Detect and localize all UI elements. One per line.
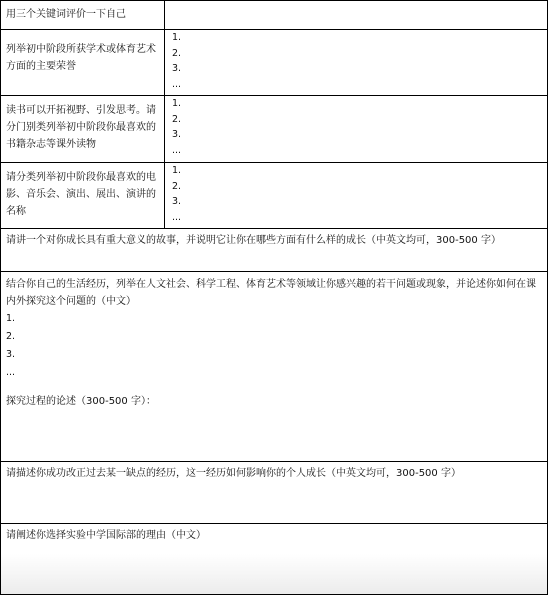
- events-label: 请分类列举初中阶段你最喜欢的电影、音乐会、演出、展出、演讲的名称: [1, 163, 165, 228]
- row-keywords: [1, 1, 547, 30]
- inquiry-item: ...: [6, 367, 16, 378]
- row-inquiry: [1, 272, 547, 462]
- inquiry-item: 3.: [6, 349, 16, 360]
- row-events: [1, 163, 547, 229]
- row-reason: [1, 524, 547, 596]
- keywords-label: 用三个关键词评价一下自己: [1, 1, 165, 29]
- books-answer-field[interactable]: [166, 96, 547, 162]
- books-item: 1.: [172, 98, 182, 109]
- reason-answer-field[interactable]: [1, 524, 547, 547]
- honors-item: 2.: [172, 47, 182, 59]
- row-weakness: [1, 462, 547, 524]
- books-label: 读书可以开拓视野、引发思考。请分门别类列举初中阶段你最喜欢的书籍杂志等课外读物: [1, 96, 165, 162]
- inquiry-prompt: 结合你自己的生活经历，列举在人文社会、科学工程、体育艺术等领域让你感兴趣的若干问题或现象，并论述你如何在课内外探究这个问题的（中文）: [6, 279, 536, 307]
- honors-item: ...: [172, 78, 182, 90]
- honors-item: 1.: [172, 32, 182, 43]
- weakness-prompt: 请描述你成功改正过去某一缺点的经历，这一经历如何影响你的个人成长（中英文均可，300-500 字）: [6, 468, 461, 479]
- reason-prompt: 请阐述你选择实验中学国际部的理由（中文）: [6, 530, 206, 541]
- inquiry-answer-field[interactable]: [1, 272, 547, 413]
- growth-story-answer-field[interactable]: [1, 229, 547, 252]
- row-growth-story: [1, 229, 547, 272]
- events-answer-field[interactable]: [166, 163, 547, 228]
- events-item: 2.: [172, 180, 182, 192]
- honors-label: 列举初中阶段所获学术或体育艺术方面的主要荣誉: [1, 30, 165, 95]
- growth-story-prompt: 请讲一个对你成长具有重大意义的故事，并说明它让你在哪些方面有什么样的成长（中英文均可，300-500 字）: [6, 235, 501, 246]
- books-item: ...: [172, 144, 182, 156]
- weakness-answer-field[interactable]: [1, 462, 547, 485]
- inquiry-process-label: 探究过程的论述（300-500 字）：: [6, 396, 156, 407]
- events-item: 1.: [172, 165, 182, 176]
- events-item: ...: [172, 211, 182, 223]
- inquiry-item: 1.: [6, 313, 16, 324]
- row-honors: [1, 30, 547, 96]
- events-item: 3.: [172, 196, 182, 208]
- books-item: 3.: [172, 129, 182, 141]
- honors-answer-field[interactable]: [166, 30, 547, 95]
- keywords-answer-field[interactable]: [166, 1, 547, 29]
- row-books: [1, 96, 547, 163]
- books-item: 2.: [172, 113, 182, 125]
- inquiry-item: 2.: [6, 331, 16, 342]
- honors-item: 3.: [172, 63, 182, 75]
